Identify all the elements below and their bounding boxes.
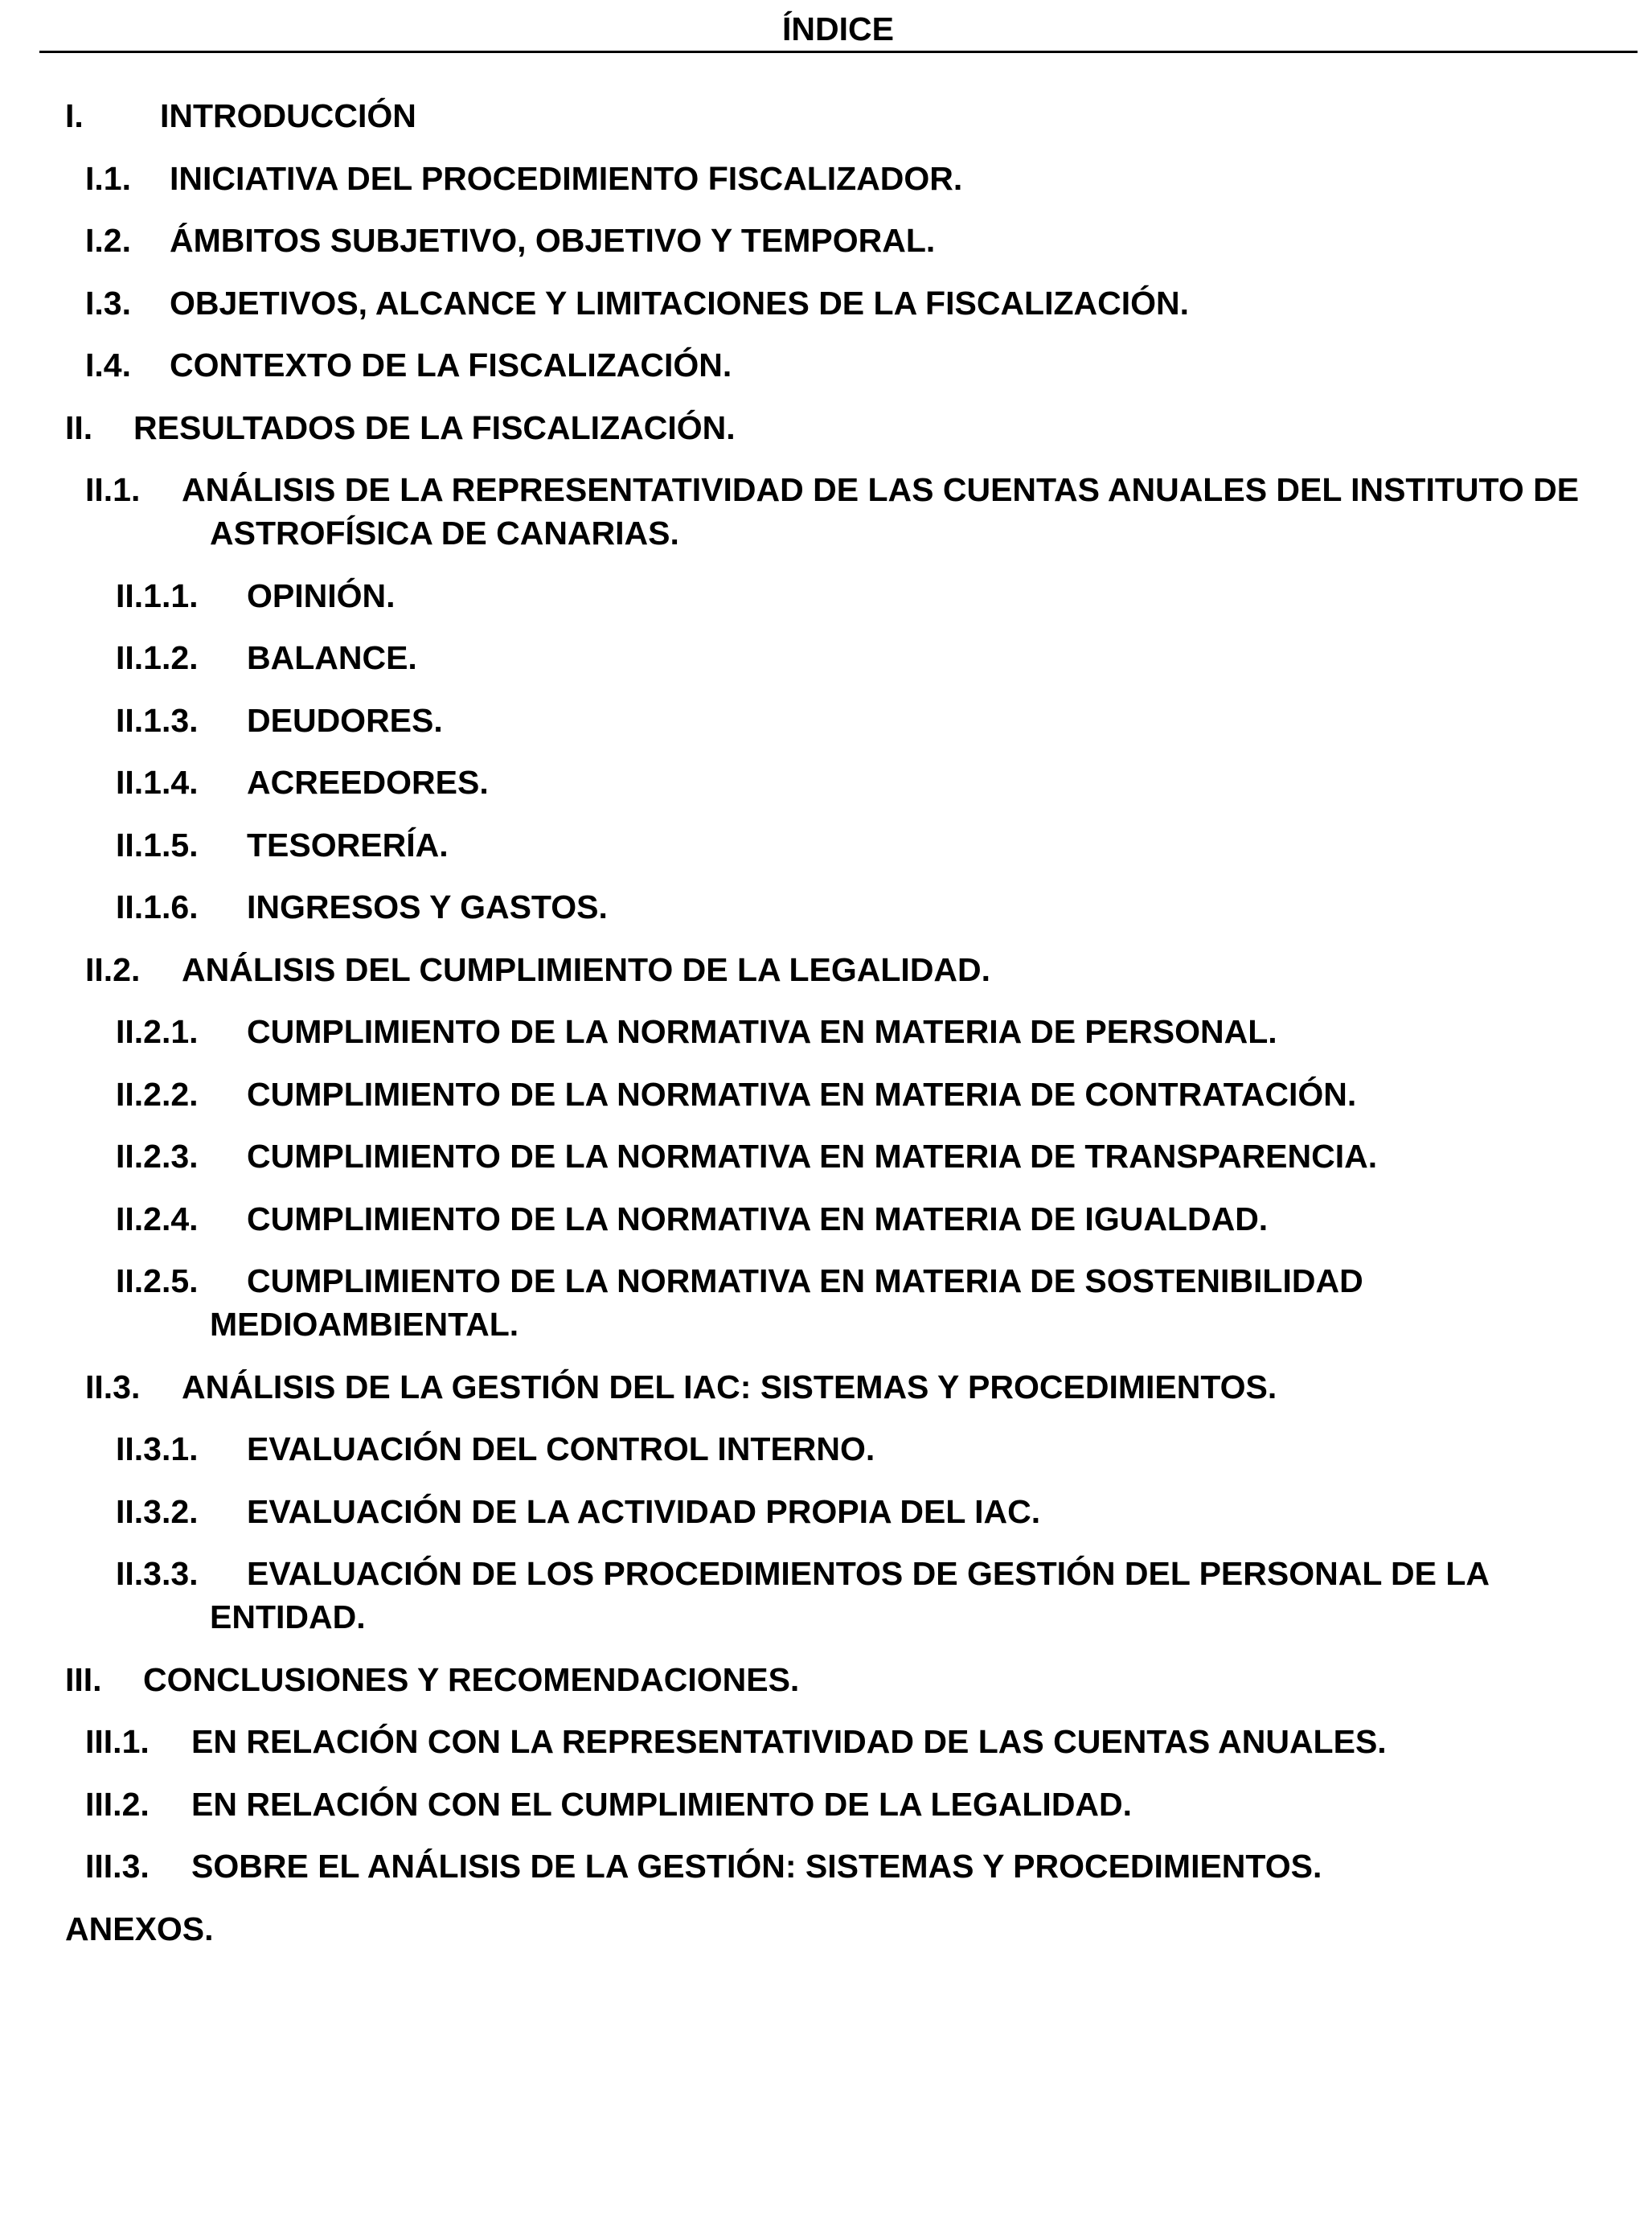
toc-entry[interactable] [0,468,1604,555]
toc-entry[interactable] [0,885,1604,929]
toc-entry-number: II.3.1. [116,1430,199,1467]
toc-entry[interactable] [0,219,1604,262]
toc-entry-number: II.1.2. [116,639,199,676]
toc-entry-title: EVALUACIÓN DEL CONTROL INTERNO. [247,1430,875,1467]
toc-entry-title: ANÁLISIS DE LA GESTIÓN DEL IAC: SISTEMAS Y PROCEDIMIENTOS. [182,1368,1277,1405]
table-of-contents [0,94,1604,1969]
toc-entry-title: CONTEXTO DE LA FISCALIZACIÓN. [170,347,732,384]
toc-entry-title: INGRESOS Y GASTOS. [247,888,608,925]
toc-entry-number: II.2.3. [116,1138,199,1175]
toc-entry-number: III.2. [85,1785,150,1823]
toc-entry-number: II.1.3. [116,701,199,739]
toc-entry-title: ACREEDORES. [247,764,489,801]
toc-entry[interactable] [0,1010,1604,1053]
toc-entry-number: II. [65,408,93,446]
toc-entry-title: ÁMBITOS SUBJETIVO, OBJETIVO Y TEMPORAL. [170,222,936,259]
toc-entry[interactable] [0,343,1604,387]
toc-entry-number: II.2.4. [116,1200,199,1237]
title-divider [39,51,1638,53]
toc-entry-number: II.1. [85,471,141,508]
toc-entry-number: II.1.6. [116,888,199,925]
toc-entry-number: II.1.4. [116,764,199,801]
toc-entry-title: TESORERÍA. [247,826,449,864]
toc-entry-title: CUMPLIMIENTO DE LA NORMATIVA EN MATERIA DE IGUALDAD. [247,1200,1269,1237]
toc-entry-number: II.3.3. [116,1555,199,1592]
toc-entry[interactable] [0,1844,1604,1888]
toc-entry-number: III. [65,1660,102,1698]
toc-entry[interactable] [0,1135,1604,1178]
toc-entry[interactable] [0,1720,1604,1763]
toc-entry-title: CONCLUSIONES Y RECOMENDACIONES. [143,1660,800,1698]
toc-entry-number: II.2.1. [116,1013,199,1050]
toc-entry-title: ANÁLISIS DE LA REPRESENTATIVIDAD DE LAS CUENTAS ANUALES DEL INSTITUTO DE ASTROFÍSICA DE CANARIAS. [182,471,1580,552]
toc-entry-number: III.1. [85,1723,150,1760]
toc-entry-title: EVALUACIÓN DE LOS PROCEDIMIENTOS DE GESTIÓN DEL PERSONAL DE LA ENTIDAD. [210,1555,1489,1635]
toc-entry-number: III.3. [85,1848,150,1885]
toc-entry-title: ANÁLISIS DEL CUMPLIMIENTO DE LA LEGALIDAD. [182,950,991,988]
toc-entry[interactable] [0,636,1604,679]
toc-entry[interactable] [0,699,1604,742]
toc-entry[interactable] [0,1907,1604,1951]
toc-entry-title: SOBRE EL ANÁLISIS DE LA GESTIÓN: SISTEMAS Y PROCEDIMIENTOS. [191,1848,1322,1885]
toc-entry[interactable] [0,574,1604,618]
toc-entry-number: I.4. [85,347,131,384]
toc-entry[interactable] [0,1552,1604,1639]
toc-entry[interactable] [0,948,1604,991]
toc-entry[interactable] [0,1427,1604,1471]
toc-entry-title: CUMPLIMIENTO DE LA NORMATIVA EN MATERIA DE TRANSPARENCIA. [247,1138,1378,1175]
toc-entry-title: OPINIÓN. [247,576,396,614]
toc-entry[interactable] [0,157,1604,200]
toc-entry-title: ANEXOS. [65,1910,214,1947]
toc-entry-title: RESULTADOS DE LA FISCALIZACIÓN. [133,408,736,446]
toc-entry-number: II.2.2. [116,1075,199,1113]
toc-entry-title: BALANCE. [247,639,417,676]
toc-entry-title: INTRODUCCIÓN [160,97,416,134]
toc-entry[interactable] [0,823,1604,867]
toc-entry[interactable] [0,281,1604,325]
toc-entry-title: CUMPLIMIENTO DE LA NORMATIVA EN MATERIA DE PERSONAL. [247,1013,1277,1050]
toc-entry[interactable] [0,1259,1604,1346]
toc-entry[interactable] [0,1783,1604,1826]
toc-entry-number: I.1. [85,159,131,197]
toc-entry[interactable] [0,1658,1604,1701]
toc-entry[interactable] [0,1197,1604,1241]
toc-entry-number: I.3. [85,284,131,322]
page-title: ÍNDICE [782,10,894,47]
toc-entry-title: EN RELACIÓN CON EL CUMPLIMIENTO DE LA LEGALIDAD. [191,1785,1133,1823]
toc-entry-number: I. [65,97,84,134]
toc-entry-title: EN RELACIÓN CON LA REPRESENTATIVIDAD DE LAS CUENTAS ANUALES. [191,1723,1387,1760]
toc-entry-number: II.1.1. [116,576,199,614]
toc-entry-number: II.1.5. [116,826,199,864]
toc-entry-title: CUMPLIMIENTO DE LA NORMATIVA EN MATERIA DE CONTRATACIÓN. [247,1075,1357,1113]
toc-entry[interactable] [0,406,1604,449]
toc-entry-title: EVALUACIÓN DE LA ACTIVIDAD PROPIA DEL IAC. [247,1492,1041,1530]
toc-entry-number: II.2.5. [116,1262,199,1299]
toc-entry[interactable] [0,1490,1604,1533]
toc-entry-title: INICIATIVA DEL PROCEDIMIENTO FISCALIZADOR. [170,159,963,197]
toc-entry[interactable] [0,761,1604,804]
toc-entry-number: II.2. [85,950,141,988]
toc-entry-number: I.2. [85,222,131,259]
toc-entry-number: II.3. [85,1368,141,1405]
toc-entry-title: OBJETIVOS, ALCANCE Y LIMITACIONES DE LA FISCALIZACIÓN. [170,284,1190,322]
toc-entry[interactable] [0,1073,1604,1116]
toc-entry[interactable] [0,1365,1604,1409]
toc-entry-title: CUMPLIMIENTO DE LA NORMATIVA EN MATERIA DE SOSTENIBILIDAD MEDIOAMBIENTAL. [210,1262,1363,1343]
toc-entry-title: DEUDORES. [247,701,443,739]
toc-entry[interactable] [0,94,1604,137]
toc-entry-number: II.3.2. [116,1492,199,1530]
